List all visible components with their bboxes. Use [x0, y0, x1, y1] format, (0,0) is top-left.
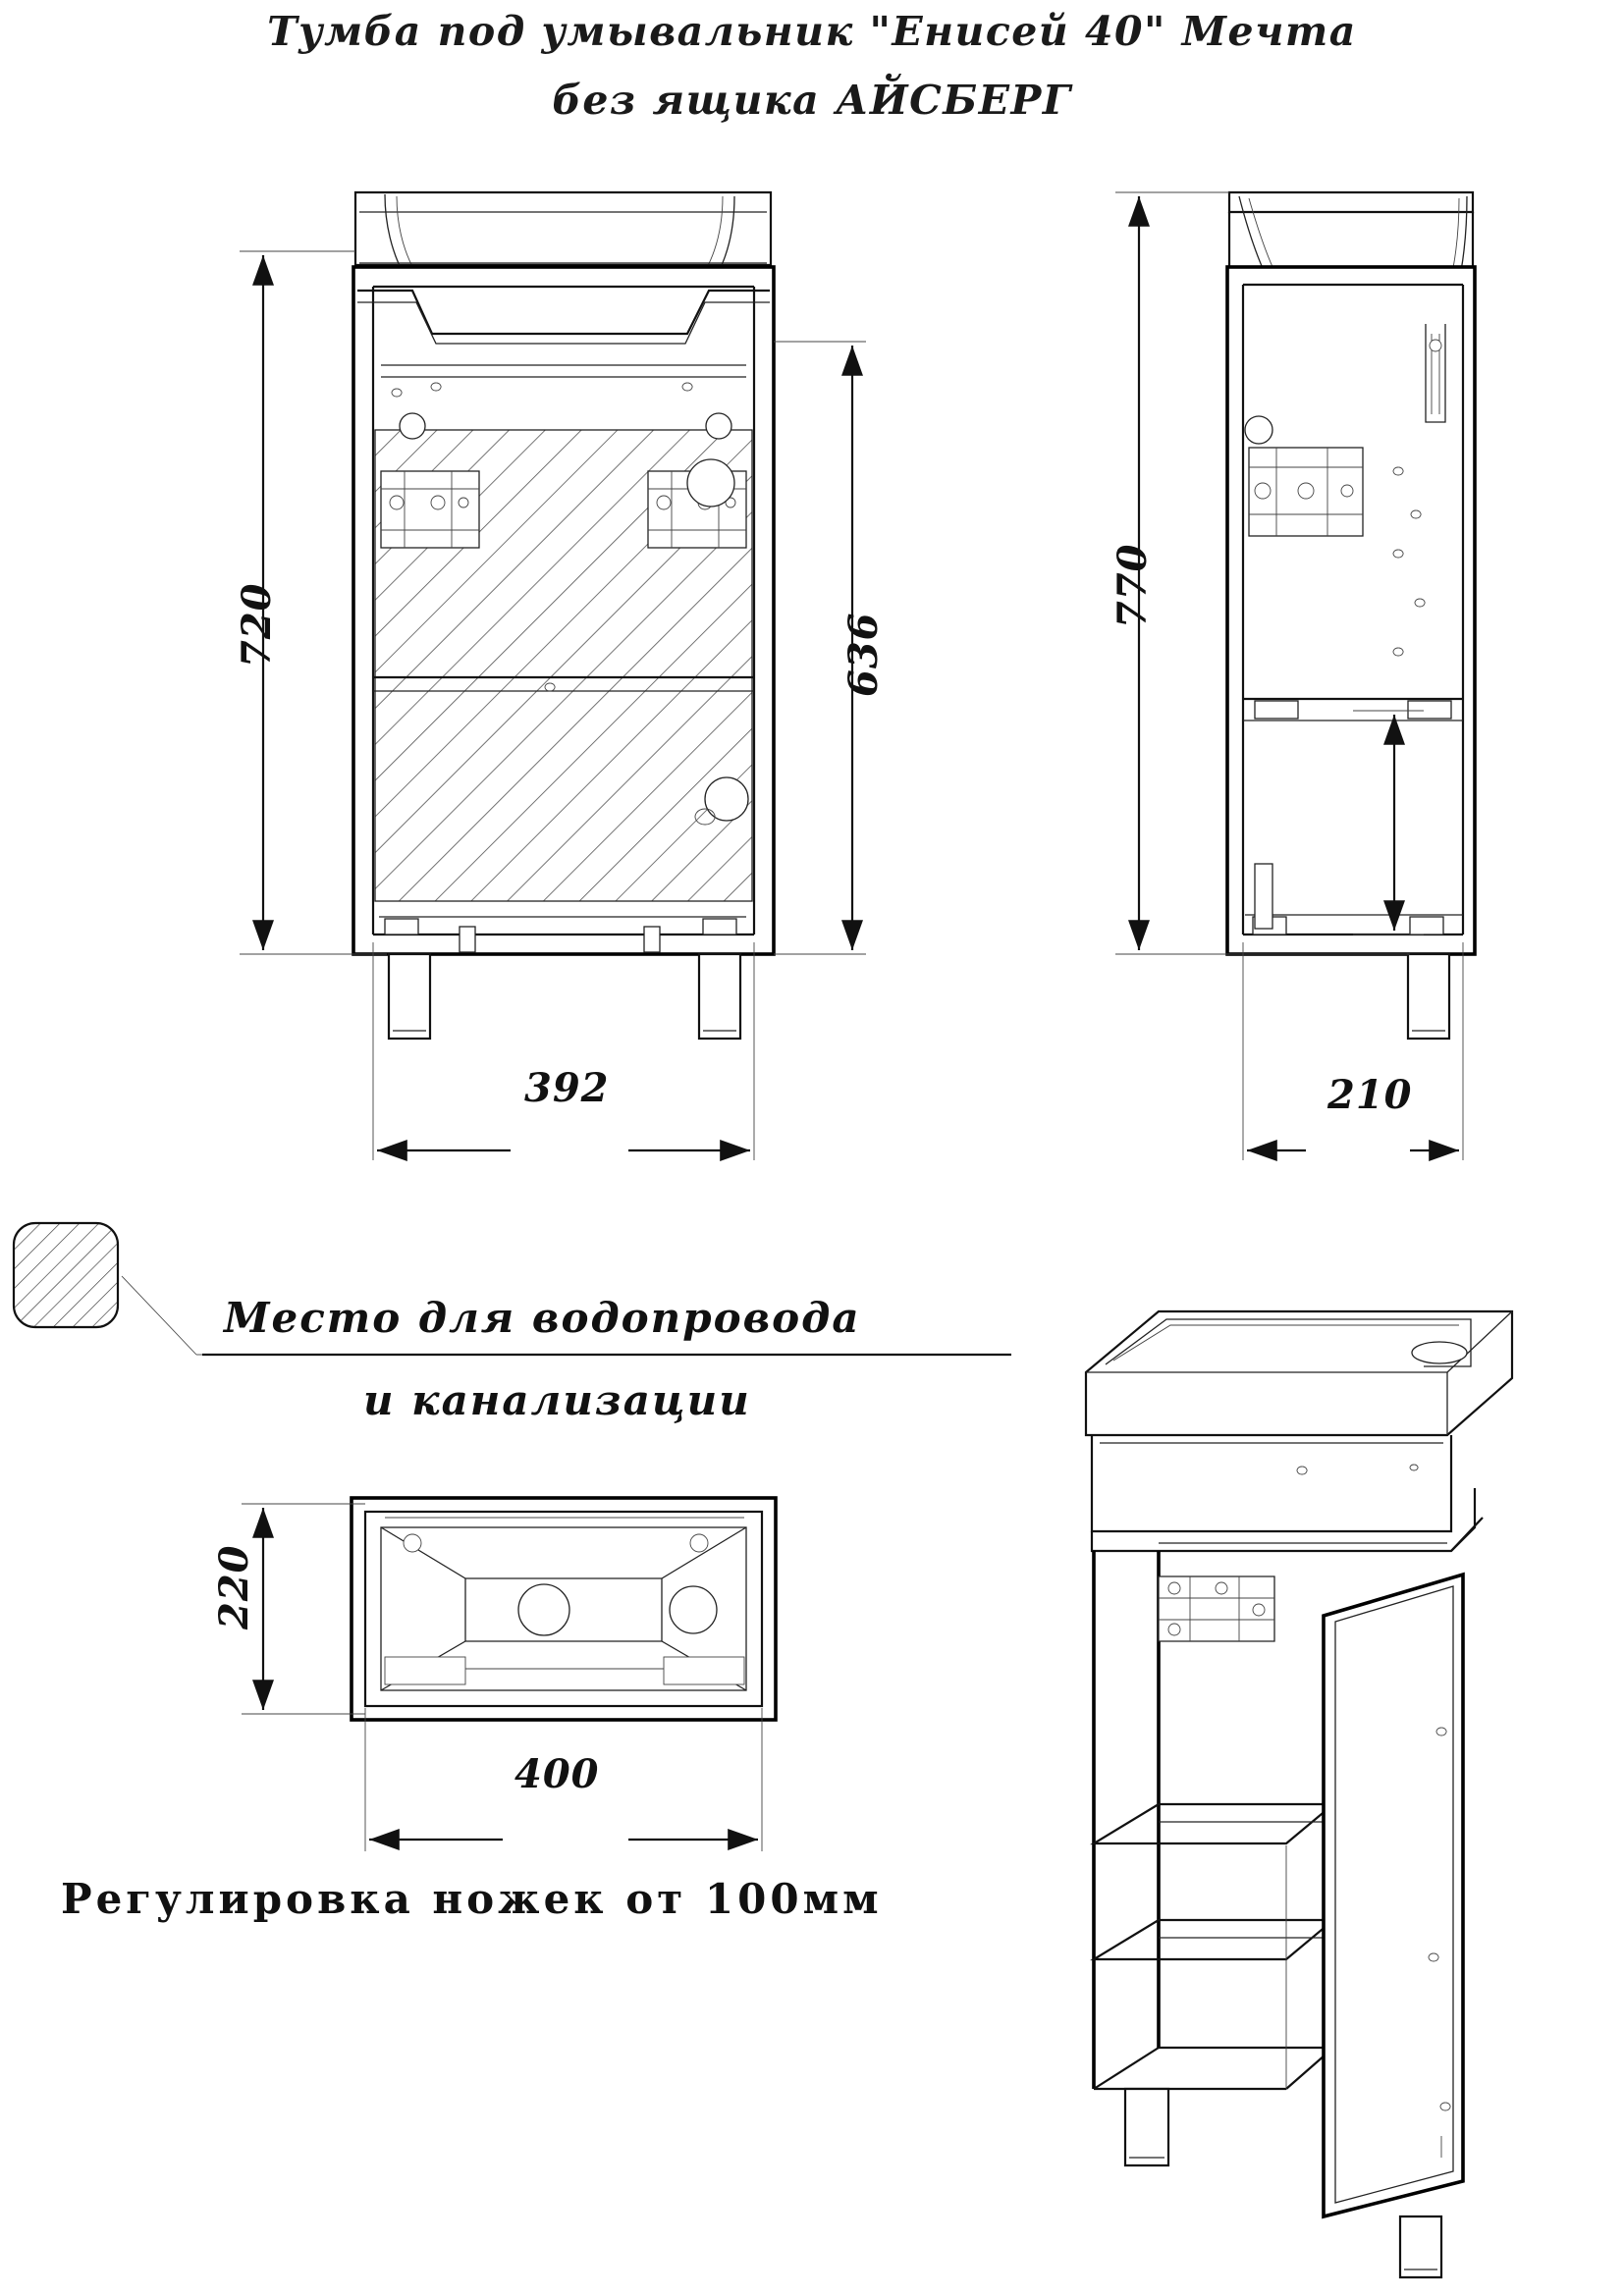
dim-front-body-636: 636 [840, 612, 887, 697]
leg-front-right [699, 954, 740, 1039]
hinge-plate-side [1249, 448, 1363, 536]
dim-top-width-400: 400 [514, 1751, 600, 1797]
hinge-plate-iso [1159, 1576, 1274, 1641]
dim-top-depth-220: 220 [211, 1544, 257, 1629]
leg-iso-front [1125, 2089, 1168, 2165]
leg-iso-door [1400, 2216, 1441, 2277]
top-view-group [242, 1498, 776, 1851]
note-water-line-1: Место для водопровода [224, 1294, 861, 1342]
dim-side-depth-210: 210 [1327, 1072, 1413, 1118]
side-view-group [1115, 192, 1475, 1160]
leg-side [1408, 954, 1449, 1039]
note-legs-adjustment: Регулировка ножек от 100мм [61, 1875, 883, 1923]
iso-view-group [1086, 1311, 1512, 2277]
legend-hatch-swatch [14, 1223, 1011, 1355]
dim-front-height-720: 720 [234, 582, 280, 667]
drawing-title-line-1: Тумба под умывальник "Енисей 40" Мечта [267, 8, 1357, 55]
hinge-plate-left [381, 471, 479, 548]
note-water-line-2: и канализации [363, 1376, 751, 1424]
front-view-group [240, 192, 866, 1160]
dim-side-height-770: 770 [1110, 543, 1156, 628]
drawing-title-line-2: без ящика АЙСБЕРГ [552, 77, 1072, 124]
leg-front-left [389, 954, 430, 1039]
dim-front-width-392: 392 [524, 1065, 610, 1111]
